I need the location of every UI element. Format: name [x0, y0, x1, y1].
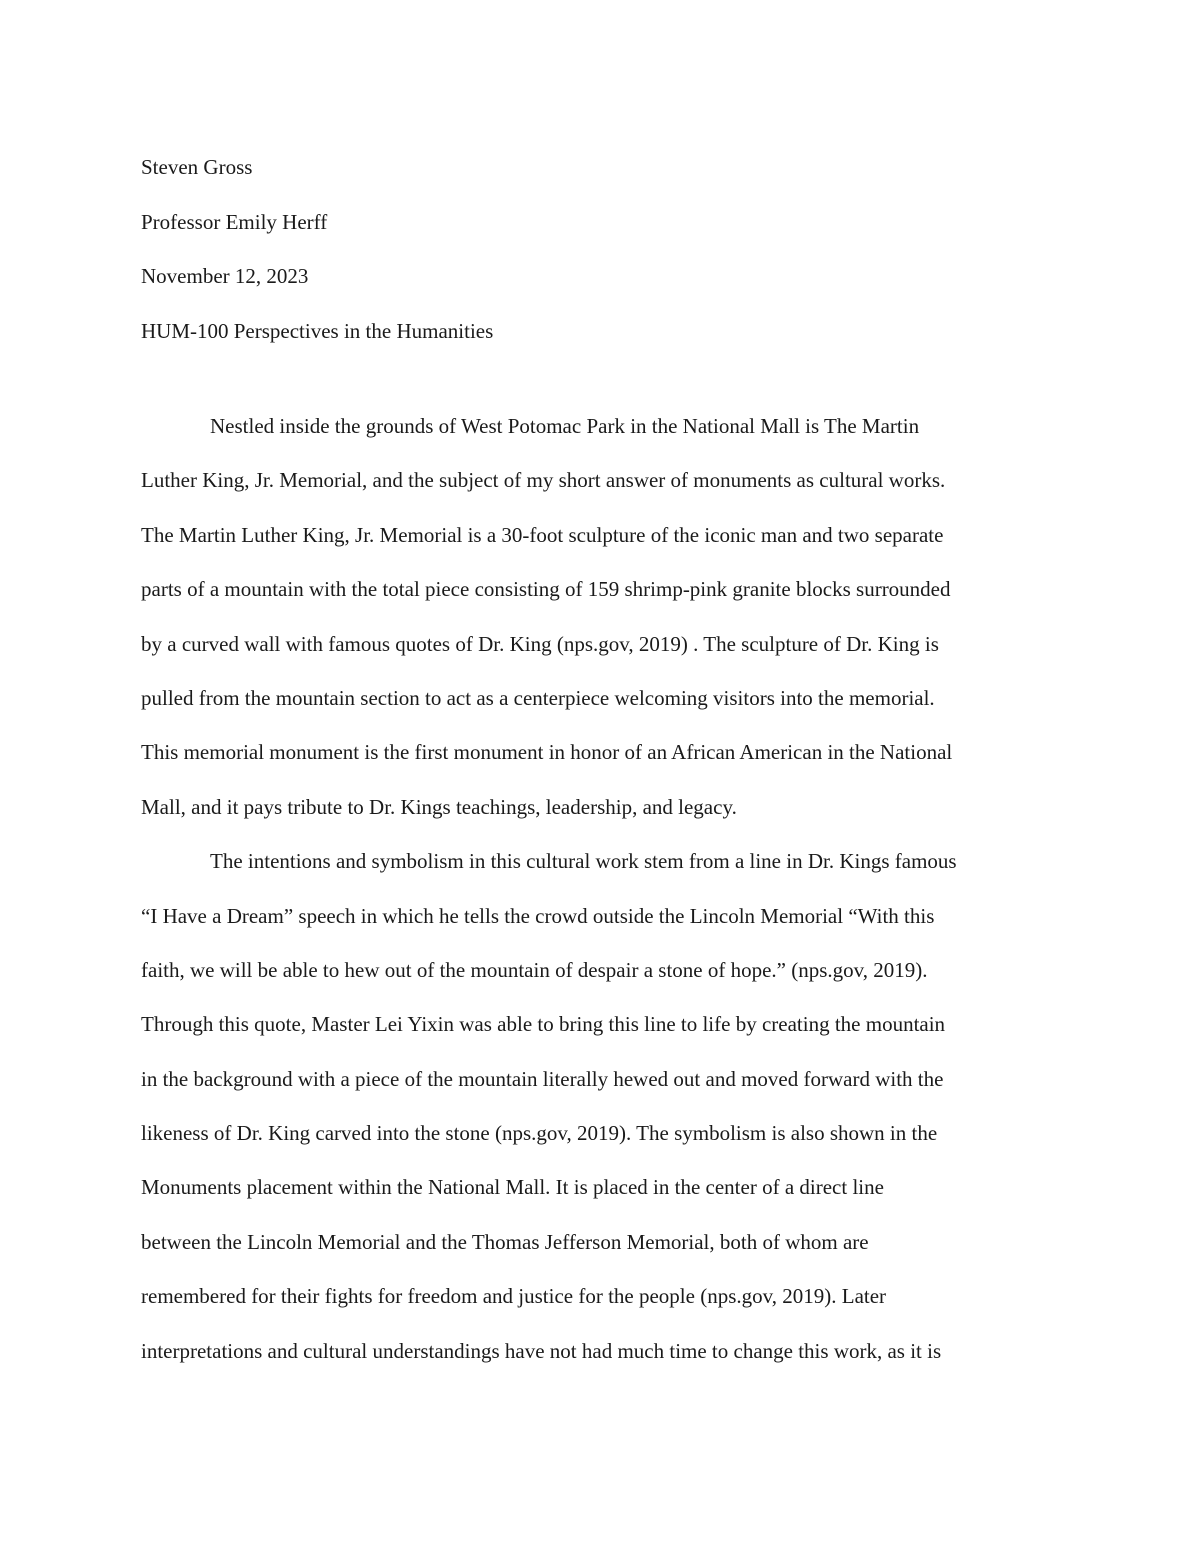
paragraph-1-line: Nestled inside the grounds of West Potomac Park in the National Mall is The Martin: [210, 414, 920, 438]
paragraph-2-line: remembered for their fights for freedom and justice for the people (nps.gov, 2019). Later: [141, 1284, 887, 1309]
paragraph-1-line: parts of a mountain with the total piece consisting of 159 shrimp-pink granite blocks surrounded: [141, 577, 951, 602]
course-title: HUM-100 Perspectives in the Humanities: [141, 318, 494, 343]
essay-body: [141, 399, 1061, 1378]
paragraph-1-line: pulled from the mountain section to act as a centerpiece welcoming visitors into the memorial.: [141, 685, 935, 710]
paragraph-1-line: Mall, and it pays tribute to Dr. Kings teachings, leadership, and legacy.: [141, 794, 737, 819]
paragraph-2-line: “I Have a Dream” speech in which he tells the crowd outside the Lincoln Memorial “With this: [141, 903, 935, 928]
paragraph-2-line: in the background with a piece of the mountain literally hewed out and moved forward with the: [141, 1066, 944, 1091]
paragraph-2-line: Monuments placement within the National Mall. It is placed in the center of a direct line: [141, 1175, 884, 1200]
paragraph-1-line: by a curved wall with famous quotes of Dr. King (nps.gov, 2019) . The sculpture of Dr. King is: [141, 631, 939, 656]
paragraph-2-line: between the Lincoln Memorial and the Thomas Jefferson Memorial, both of whom are: [141, 1229, 869, 1254]
professor-name: Professor Emily Herff: [141, 209, 328, 234]
paragraph-1-line: The Martin Luther King, Jr. Memorial is a 30-foot sculpture of the iconic man and two separate: [141, 522, 944, 547]
student-name: Steven Gross: [141, 155, 253, 179]
paragraph-2-line: faith, we will be able to hew out of the mountain of despair a stone of hope.” (nps.gov, 2019).: [141, 957, 928, 982]
paper-heading: [141, 140, 1061, 358]
paragraph-1-line: Luther King, Jr. Memorial, and the subject of my short answer of monuments as cultural works.: [141, 468, 946, 493]
paper-date: November 12, 2023: [141, 264, 309, 288]
paragraph-2-line: likeness of Dr. King carved into the stone (nps.gov, 2019). The symbolism is also shown in the: [141, 1121, 938, 1146]
paragraph-2-line: interpretations and cultural understandings have not had much time to change this work, as it is: [141, 1338, 942, 1363]
paragraph-2-line: Through this quote, Master Lei Yixin was able to bring this line to life by creating the mountain: [141, 1012, 946, 1037]
paragraph-2-line: The intentions and symbolism in this cultural work stem from a line in Dr. Kings famous: [210, 849, 957, 874]
paragraph-1-line: This memorial monument is the first monument in honor of an African American in the National: [141, 740, 953, 765]
